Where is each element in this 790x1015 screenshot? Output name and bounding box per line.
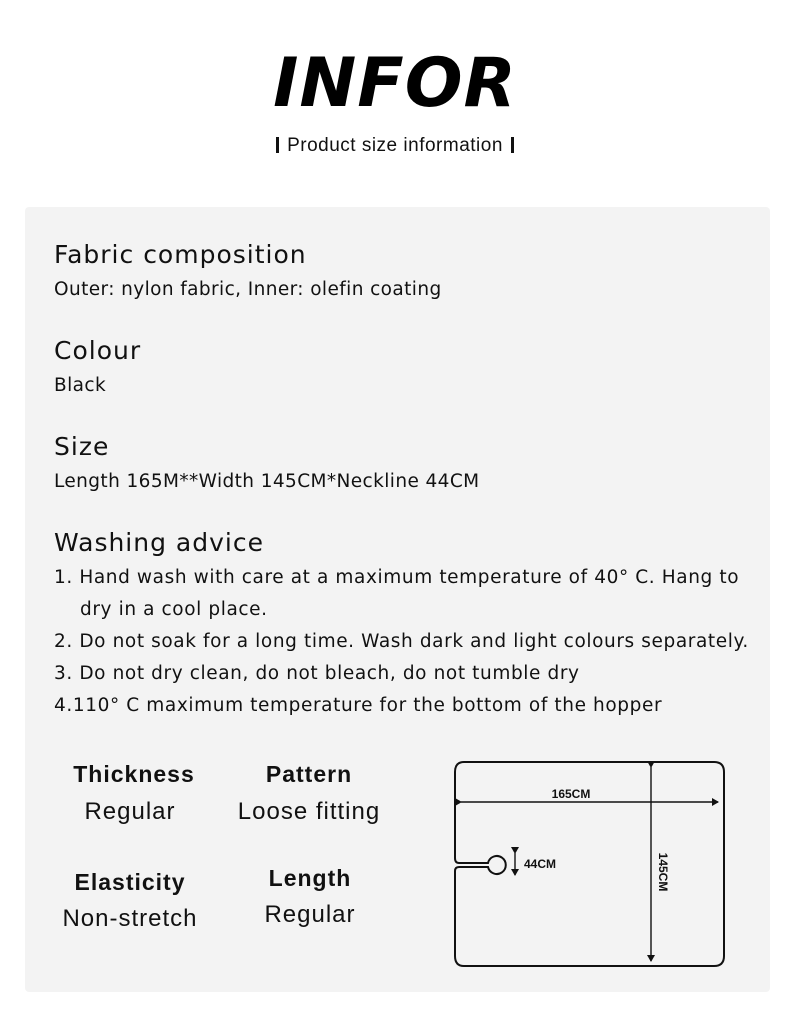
washing-line: 1. Hand wash with care at a maximum temperature of 40° C. Hang to bbox=[54, 567, 740, 588]
length-dim-label: 145CM bbox=[656, 852, 670, 892]
page-title: INFOR bbox=[273, 44, 517, 123]
size-heading: Size bbox=[54, 432, 110, 461]
neck-label: 44CM bbox=[524, 857, 557, 871]
size-diagram bbox=[440, 750, 735, 975]
fabric-text: Outer: nylon fabric, Inner: olefin coating bbox=[54, 279, 442, 300]
divider-bar-left bbox=[276, 137, 279, 153]
colour-heading: Colour bbox=[54, 336, 142, 365]
colour-text: Black bbox=[54, 375, 107, 396]
length-label: Length bbox=[268, 865, 352, 891]
elasticity-value: Non-stretch bbox=[62, 905, 198, 932]
washing-line: 3. Do not dry clean, do not bleach, do not tumble dry bbox=[54, 663, 580, 684]
washing-line: 2. Do not soak for a long time. Wash dark and light colours separately. bbox=[54, 631, 749, 652]
thickness-label: Thickness bbox=[73, 761, 195, 787]
pattern-value: Loose fitting bbox=[237, 798, 381, 825]
size-text: Length 165M**Width 145CM*Neckline 44CM bbox=[54, 471, 480, 492]
pattern-label: Pattern bbox=[265, 761, 353, 787]
fabric-heading: Fabric composition bbox=[54, 240, 307, 269]
washing-line: dry in a cool place. bbox=[80, 599, 268, 620]
thickness-value: Regular bbox=[84, 798, 176, 825]
subtitle-row bbox=[0, 134, 790, 158]
elasticity-label: Elasticity bbox=[74, 869, 186, 895]
washing-heading: Washing advice bbox=[54, 528, 264, 557]
divider-bar-right bbox=[511, 137, 514, 153]
length-value: Regular bbox=[264, 901, 356, 928]
subtitle-text: Product size information bbox=[287, 135, 503, 156]
width-label: 165CM bbox=[551, 787, 591, 801]
washing-line: 4.110° C maximum temperature for the bottom of the hopper bbox=[54, 695, 663, 716]
